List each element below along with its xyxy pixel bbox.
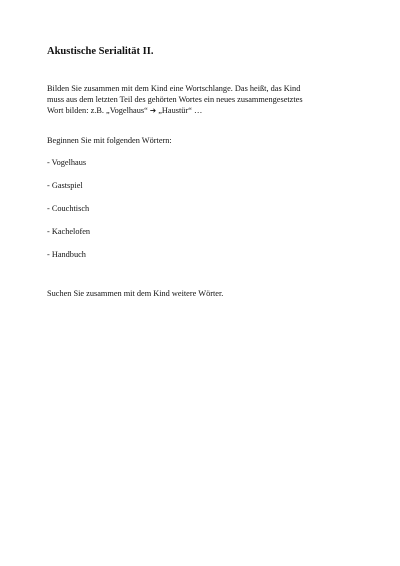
- begin-instruction: Beginnen Sie mit folgenden Wörtern:: [47, 136, 172, 145]
- arrow-icon: ➔: [149, 106, 157, 115]
- intro-paragraph: [47, 83, 377, 116]
- word-list-item: - Vogelhaus: [47, 158, 87, 167]
- example-word: Wort bilden: z.B. „Vogelhaus“: [47, 106, 148, 115]
- document-title: Akustische Serialität II.: [47, 46, 154, 57]
- word-list-item: - Gastspiel: [47, 181, 83, 190]
- closing-instruction: Suchen Sie zusammen mit dem Kind weitere Wörter.: [47, 289, 224, 298]
- intro-line-3: [47, 105, 377, 116]
- intro-line-1: Bilden Sie zusammen mit dem Kind eine Wortschlange. Das heißt, das Kind: [47, 84, 301, 93]
- word-list-item: - Kachelofen: [47, 227, 91, 236]
- example-result: „Haustür“ …: [158, 106, 203, 115]
- intro-line-2: muss aus dem letzten Teil des gehörten Wortes ein neues zusammengesetztes: [47, 95, 303, 104]
- word-list-item: - Handbuch: [47, 250, 86, 259]
- word-list-item: - Couchtisch: [47, 204, 90, 213]
